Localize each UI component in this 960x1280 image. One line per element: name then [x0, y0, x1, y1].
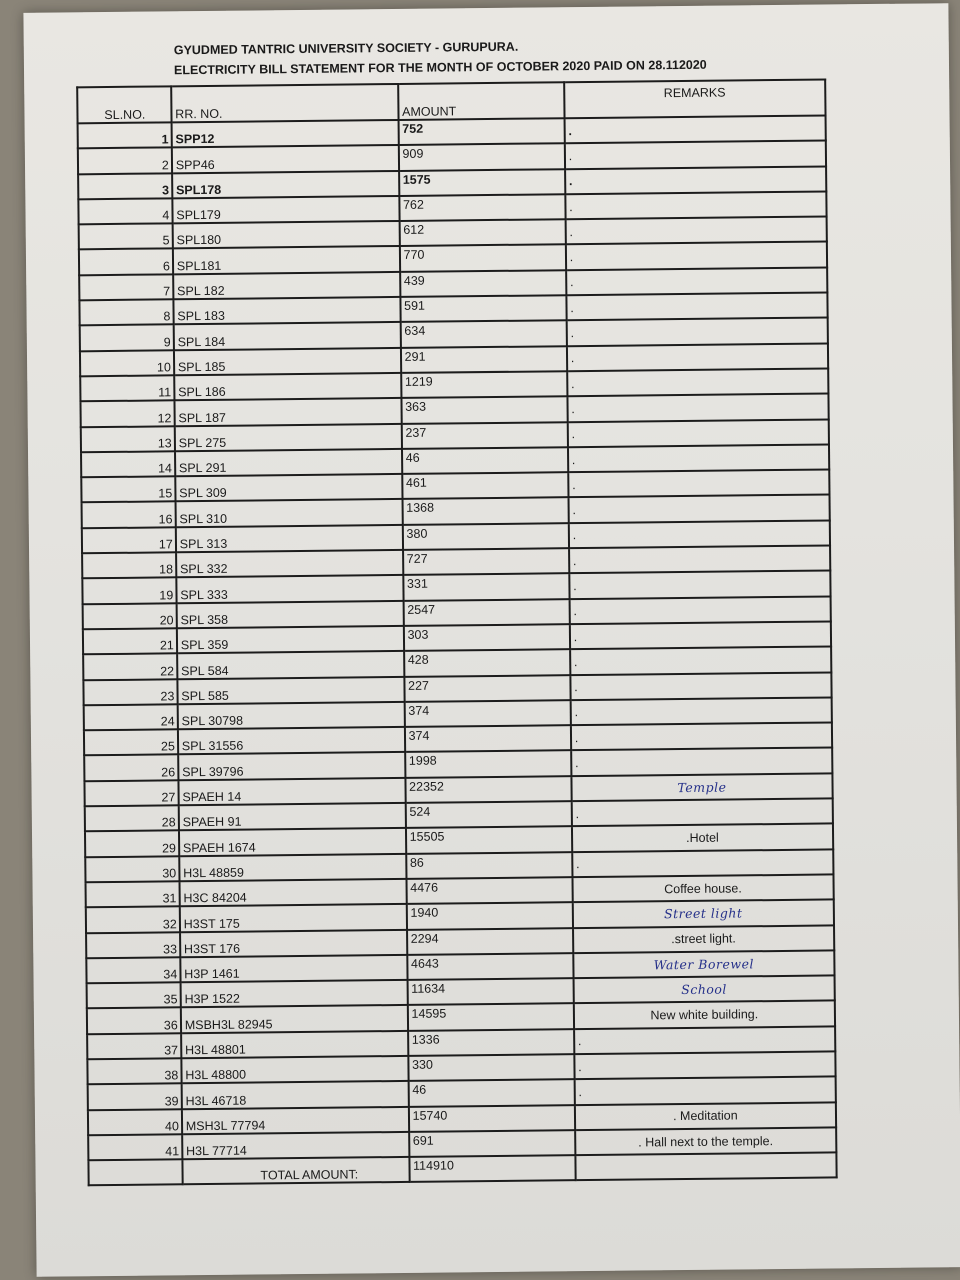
- rr-no-cell: SPL179: [172, 196, 399, 224]
- remarks-cell: .: [571, 723, 832, 751]
- sl-no-cell: 10: [80, 350, 174, 376]
- total-amount: 114910: [409, 1155, 575, 1182]
- amount-cell: 1575: [399, 169, 565, 196]
- remarks-cell: .: [571, 798, 832, 826]
- sl-no-cell: 3: [78, 173, 172, 199]
- amount-cell: 15505: [406, 826, 572, 853]
- col-header-rr: RR. NO.: [171, 84, 398, 122]
- sl-no-cell: 28: [85, 805, 179, 831]
- rr-no-cell: H3L 48801: [181, 1031, 408, 1059]
- rr-no-cell: SPL 359: [177, 626, 404, 654]
- rr-no-cell: SPP12: [171, 120, 398, 148]
- sl-no-cell: 9: [80, 325, 174, 351]
- amount-cell: 303: [403, 624, 569, 651]
- rr-no-cell: SPL 275: [175, 424, 402, 452]
- remarks-cell: .: [569, 596, 830, 624]
- sl-no-cell: 22: [83, 654, 177, 680]
- amount-cell: 461: [402, 472, 568, 499]
- sl-no-cell: 31: [86, 881, 180, 907]
- remarks-cell: .: [566, 267, 827, 295]
- amount-cell: 330: [408, 1054, 574, 1081]
- sl-no-cell: 2: [78, 148, 172, 174]
- rr-no-cell: SPL 291: [175, 449, 402, 477]
- rr-no-cell: SPL 182: [173, 272, 400, 300]
- remarks-cell: .: [567, 368, 828, 396]
- remarks-cell: .Hotel: [572, 824, 833, 852]
- rr-no-cell: H3L 48859: [179, 854, 406, 882]
- remarks-cell: .: [566, 318, 827, 346]
- remarks-cell: New white building.: [574, 1001, 835, 1029]
- sl-no-cell: 26: [84, 755, 178, 781]
- remarks-cell: .: [565, 141, 826, 169]
- remarks-cell: .: [569, 571, 830, 599]
- remarks-cell: .: [565, 191, 826, 219]
- rr-no-cell: SPL 184: [173, 322, 400, 350]
- amount-cell: 591: [400, 295, 566, 322]
- rr-no-cell: SPL 31556: [178, 727, 405, 755]
- col-header-amount: AMOUNT: [398, 82, 565, 120]
- rr-no-cell: H3L 46718: [181, 1081, 408, 1109]
- sl-no-cell: 34: [86, 957, 180, 983]
- amount-cell: 4476: [406, 877, 572, 904]
- remarks-cell: Coffee house.: [572, 874, 833, 902]
- amount-cell: 909: [398, 144, 564, 171]
- rr-no-cell: SPL180: [172, 221, 399, 249]
- sl-no-cell: 5: [79, 224, 173, 250]
- rr-no-cell: SPL 183: [173, 297, 400, 325]
- remarks-cell: .: [574, 1026, 835, 1054]
- remarks-cell: .: [568, 495, 829, 523]
- rr-no-cell: SPL 185: [174, 348, 401, 376]
- sl-no-cell: 41: [88, 1134, 182, 1160]
- remarks-cell: .: [565, 166, 826, 194]
- rr-no-cell: SPAEH 1674: [179, 828, 406, 856]
- remarks-cell: Water Borewel: [573, 950, 834, 978]
- amount-cell: 374: [405, 725, 571, 752]
- amount-cell: 14595: [407, 1004, 573, 1031]
- rr-no-cell: SPL 310: [175, 499, 402, 527]
- amount-cell: 291: [401, 346, 567, 373]
- amount-cell: 428: [404, 649, 570, 676]
- rr-no-cell: SPL 313: [176, 525, 403, 553]
- table-body: [78, 115, 837, 1160]
- rr-no-cell: H3L 48800: [181, 1056, 408, 1084]
- amount-cell: 612: [399, 219, 565, 246]
- amount-cell: 4643: [407, 953, 573, 980]
- sl-no-cell: 27: [84, 780, 178, 806]
- remarks-cell: .: [564, 115, 825, 143]
- remarks-cell: . Meditation: [575, 1102, 836, 1130]
- sl-no-cell: 14: [81, 451, 175, 477]
- remarks-cell: .: [572, 849, 833, 877]
- sl-no-cell: 33: [86, 932, 180, 958]
- amount-cell: 1998: [405, 751, 571, 778]
- sl-no-cell: 6: [79, 249, 173, 275]
- amount-cell: 86: [406, 852, 572, 879]
- rr-no-cell: SPP46: [172, 145, 399, 173]
- rr-no-cell: SPL 584: [177, 651, 404, 679]
- amount-cell: 524: [405, 801, 571, 828]
- rr-no-cell: SPAEH 14: [178, 778, 405, 806]
- remarks-cell: .: [565, 217, 826, 245]
- sl-no-cell: 1: [78, 122, 172, 148]
- sl-no-cell: 4: [78, 198, 172, 224]
- amount-cell: 331: [403, 574, 569, 601]
- sl-no-cell: 11: [80, 375, 174, 401]
- remarks-cell: .: [567, 394, 828, 422]
- remarks-cell: .: [567, 419, 828, 447]
- amount-cell: 227: [404, 675, 570, 702]
- remarks-cell: .: [570, 697, 831, 725]
- sl-no-cell: 8: [79, 299, 173, 325]
- amount-cell: 727: [403, 548, 569, 575]
- rr-no-cell: SPL 30798: [177, 702, 404, 730]
- remarks-cell: .: [574, 1051, 835, 1079]
- sl-no-cell: 39: [88, 1084, 182, 1110]
- sl-no-cell: 18: [82, 552, 176, 578]
- sl-no-cell: 40: [88, 1109, 182, 1135]
- remarks-cell: .: [570, 647, 831, 675]
- rr-no-cell: MSH3L 77794: [182, 1106, 409, 1134]
- remarks-cell: .: [569, 546, 830, 574]
- remarks-cell: .: [566, 242, 827, 270]
- amount-cell: 762: [399, 194, 565, 221]
- amount-cell: 15740: [408, 1105, 574, 1132]
- remarks-cell: Street light: [573, 900, 834, 928]
- rr-no-cell: SPL 309: [175, 474, 402, 502]
- amount-cell: 22352: [405, 776, 571, 803]
- amount-cell: 2547: [403, 599, 569, 626]
- rr-no-cell: SPL 39796: [178, 752, 405, 780]
- sl-no-cell: 38: [87, 1058, 181, 1084]
- amount-cell: 46: [408, 1079, 574, 1106]
- amount-cell: 1940: [406, 902, 572, 929]
- sl-no-cell: 20: [83, 603, 177, 629]
- remarks-cell: .: [567, 343, 828, 371]
- total-empty-cell: [88, 1159, 182, 1185]
- rr-no-cell: SPL 187: [174, 398, 401, 426]
- sl-no-cell: 12: [80, 401, 174, 427]
- amount-cell: 770: [399, 245, 565, 272]
- amount-cell: 374: [404, 700, 570, 727]
- sl-no-cell: 19: [82, 578, 176, 604]
- amount-cell: 439: [400, 270, 566, 297]
- sl-no-cell: 13: [81, 426, 175, 452]
- rr-no-cell: SPL181: [173, 246, 400, 274]
- bill-table: [76, 78, 837, 1186]
- remarks-cell: .: [570, 672, 831, 700]
- total-remarks-cell: [575, 1153, 836, 1181]
- remarks-cell: .: [570, 621, 831, 649]
- sl-no-cell: 30: [85, 856, 179, 882]
- rr-no-cell: H3P 1461: [180, 955, 407, 983]
- amount-cell: 752: [398, 118, 564, 145]
- remarks-cell: .: [568, 444, 829, 472]
- rr-no-cell: SPAEH 91: [178, 803, 405, 831]
- amount-cell: 46: [402, 447, 568, 474]
- rr-no-cell: H3C 84204: [179, 879, 406, 907]
- amount-cell: 1219: [401, 371, 567, 398]
- total-label: TOTAL AMOUNT:: [182, 1157, 409, 1185]
- society-title: GYUDMED TANTRIC UNIVERSITY SOCIETY - GURUPURA.: [173, 39, 519, 58]
- sl-no-cell: 32: [86, 906, 180, 932]
- rr-no-cell: SPL 332: [176, 550, 403, 578]
- sl-no-cell: 36: [87, 1008, 181, 1034]
- sl-no-cell: 15: [81, 476, 175, 502]
- rr-no-cell: SPL 186: [174, 373, 401, 401]
- remarks-cell: .: [571, 748, 832, 776]
- sl-no-cell: 17: [82, 527, 176, 553]
- rr-no-cell: SPL 585: [177, 676, 404, 704]
- amount-cell: 634: [400, 321, 566, 348]
- rr-no-cell: H3L 77714: [182, 1132, 409, 1160]
- amount-cell: 2294: [407, 928, 573, 955]
- remarks-cell: .street light.: [573, 925, 834, 953]
- amount-cell: 11634: [407, 978, 573, 1005]
- amount-cell: 1336: [408, 1029, 574, 1056]
- sl-no-cell: 37: [87, 1033, 181, 1059]
- sl-no-cell: 21: [83, 628, 177, 654]
- remarks-cell: .: [568, 470, 829, 498]
- statement-title: ELECTRICITY BILL STATEMENT FOR THE MONTH OF OCTOBER 2020 PAID ON 28.112020: [173, 57, 707, 78]
- rr-no-cell: H3ST 175: [180, 904, 407, 932]
- rr-no-cell: SPL178: [172, 171, 399, 199]
- rr-no-cell: SPL 358: [176, 601, 403, 629]
- rr-no-cell: H3ST 176: [180, 929, 407, 957]
- sl-no-cell: 7: [79, 274, 173, 300]
- remarks-cell: .: [574, 1077, 835, 1105]
- col-header-remarks: REMARKS: [564, 79, 826, 118]
- sl-no-cell: 35: [87, 982, 181, 1008]
- amount-cell: 237: [401, 422, 567, 449]
- rr-no-cell: MSBH3L 82945: [181, 1005, 408, 1033]
- remarks-cell: Temple: [571, 773, 832, 801]
- amount-cell: 1368: [402, 498, 568, 525]
- remarks-cell: .: [566, 293, 827, 321]
- amount-cell: 691: [409, 1130, 575, 1157]
- sl-no-cell: 23: [83, 679, 177, 705]
- rr-no-cell: H3P 1522: [180, 980, 407, 1008]
- amount-cell: 363: [401, 396, 567, 423]
- sl-no-cell: 16: [82, 502, 176, 528]
- rr-no-cell: SPL 333: [176, 575, 403, 603]
- amount-cell: 380: [402, 523, 568, 550]
- sl-no-cell: 25: [84, 729, 178, 755]
- sl-no-cell: 24: [84, 704, 178, 730]
- remarks-cell: . Hall next to the temple.: [575, 1127, 836, 1155]
- col-header-slno: SL.NO.: [77, 86, 171, 123]
- document-page: [23, 3, 960, 1277]
- sl-no-cell: 29: [85, 831, 179, 857]
- remarks-cell: School: [573, 976, 834, 1004]
- remarks-cell: .: [569, 520, 830, 548]
